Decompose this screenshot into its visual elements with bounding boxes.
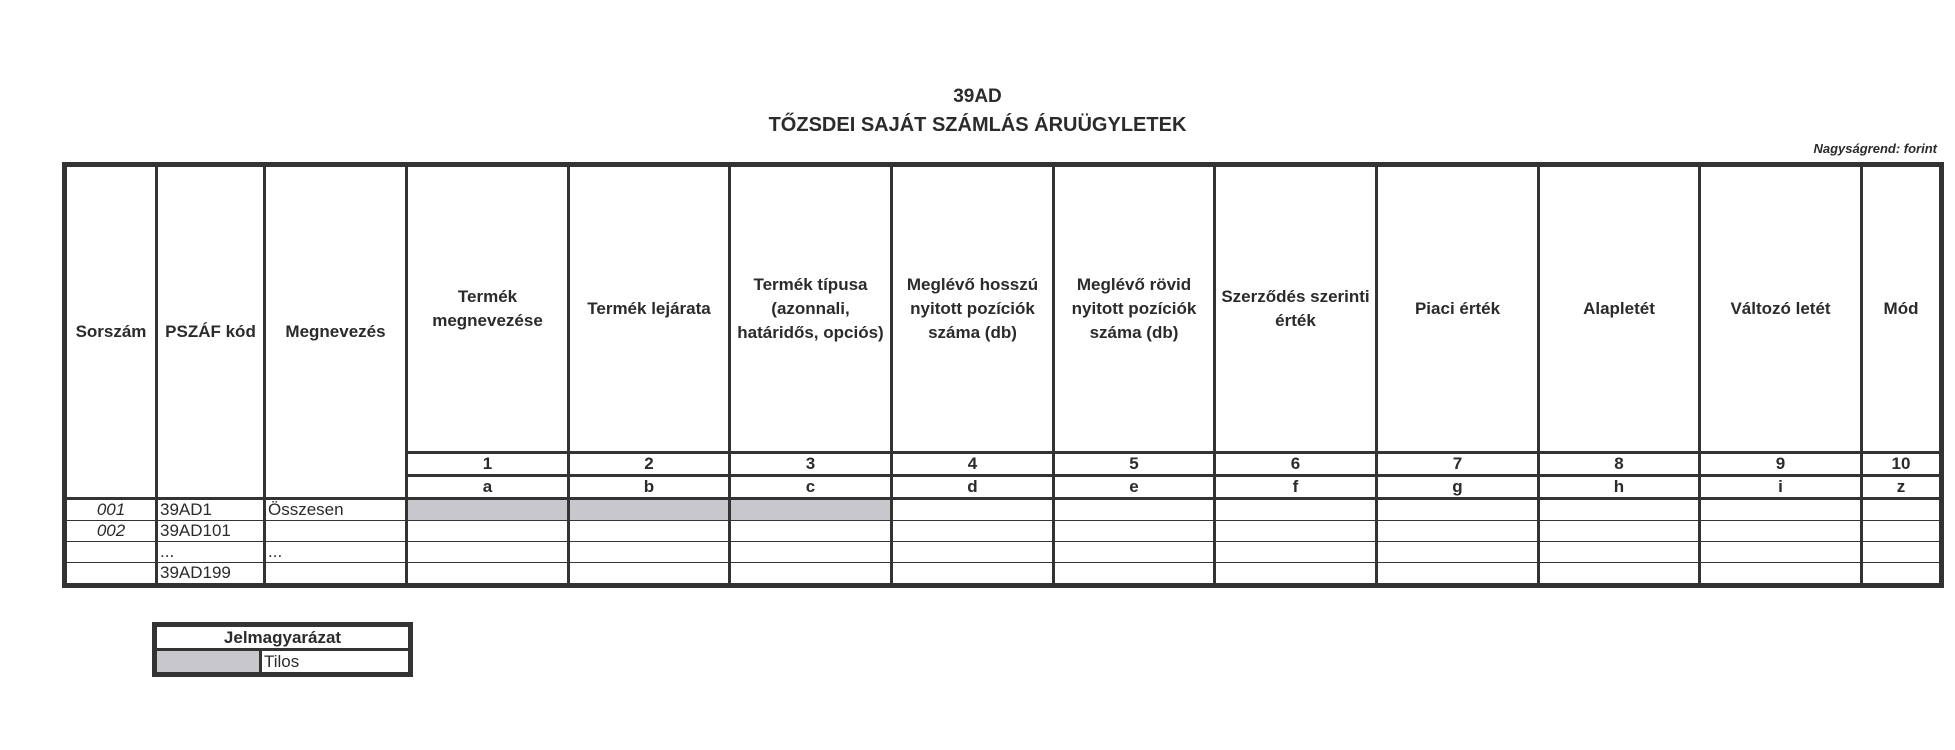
legend-swatch (155, 650, 261, 675)
data-cell[interactable] (1377, 542, 1539, 563)
unit-note: Nagyságrend: forint (1813, 141, 1937, 156)
row-megnevezes (265, 563, 407, 586)
row-kod: ... (157, 542, 265, 563)
header-col-5: Meglévő rövid nyitott pozíciók száma (db) (1054, 165, 1215, 453)
data-cell[interactable] (1539, 563, 1700, 586)
data-cell[interactable] (1700, 563, 1862, 586)
header-pszaf-kod: PSZÁF kód (157, 165, 265, 499)
col-number: 4 (892, 453, 1054, 476)
row-kod: 39AD199 (157, 563, 265, 586)
table-row (65, 521, 1942, 542)
col-letter: d (892, 476, 1054, 499)
report-title: TŐZSDEI SAJÁT SZÁMLÁS ÁRUÜGYLETEK (768, 114, 1187, 136)
data-cell[interactable] (730, 563, 892, 586)
table-row (65, 563, 1942, 586)
data-cell[interactable] (1862, 499, 1942, 521)
data-cell[interactable] (407, 521, 569, 542)
data-cell[interactable] (1862, 542, 1942, 563)
row-megnevezes: Összesen (265, 499, 407, 521)
row-kod: 39AD101 (157, 521, 265, 542)
header-col-8: Alapletét (1539, 165, 1700, 453)
header-col-3: Termék típusa (azonnali, határidős, opciós) (730, 165, 892, 453)
data-cell[interactable] (1377, 563, 1539, 586)
col-letter: f (1215, 476, 1377, 499)
data-cell[interactable] (730, 521, 892, 542)
data-cell[interactable] (1539, 499, 1700, 521)
legend-title: Jelmagyarázat (155, 625, 411, 650)
header-col-6: Szerződés szerinti érték (1215, 165, 1377, 453)
data-cell[interactable] (1054, 521, 1215, 542)
row-kod: 39AD1 (157, 499, 265, 521)
header-col-7: Piaci érték (1377, 165, 1539, 453)
data-cell[interactable] (1539, 521, 1700, 542)
table-row (65, 499, 1942, 521)
row-sorszam (65, 563, 157, 586)
col-number: 5 (1054, 453, 1215, 476)
data-cell[interactable] (1700, 521, 1862, 542)
cell-forbidden (407, 499, 569, 521)
col-letter: z (1862, 476, 1942, 499)
col-letter: c (730, 476, 892, 499)
col-number: 2 (569, 453, 730, 476)
col-letter: g (1377, 476, 1539, 499)
data-cell[interactable] (1377, 499, 1539, 521)
data-cell[interactable] (892, 499, 1054, 521)
col-number: 6 (1215, 453, 1377, 476)
row-sorszam: 001 (65, 499, 157, 521)
header-col-9: Változó letét (1700, 165, 1862, 453)
col-letter: i (1700, 476, 1862, 499)
cell-forbidden (730, 499, 892, 521)
data-cell[interactable] (892, 521, 1054, 542)
header-col-10: Mód (1862, 165, 1942, 453)
row-megnevezes: ... (265, 542, 407, 563)
col-letter: a (407, 476, 569, 499)
report-code: 39AD (953, 86, 1002, 107)
data-cell[interactable] (569, 563, 730, 586)
col-letter: h (1539, 476, 1700, 499)
data-cell[interactable] (407, 542, 569, 563)
data-cell[interactable] (1215, 563, 1377, 586)
col-number: 7 (1377, 453, 1539, 476)
legend (152, 622, 413, 677)
data-cell[interactable] (407, 563, 569, 586)
header-col-1: Termék megnevezése (407, 165, 569, 453)
data-cell[interactable] (1700, 542, 1862, 563)
header-sorszam: Sorszám (65, 165, 157, 499)
data-cell[interactable] (569, 542, 730, 563)
data-cell[interactable] (1215, 521, 1377, 542)
data-cell[interactable] (1054, 542, 1215, 563)
col-number: 1 (407, 453, 569, 476)
data-cell[interactable] (1054, 499, 1215, 521)
data-cell[interactable] (1054, 563, 1215, 586)
cell-forbidden (569, 499, 730, 521)
col-number: 10 (1862, 453, 1942, 476)
data-cell[interactable] (1215, 542, 1377, 563)
legend-item-label: Tilos (261, 650, 411, 675)
table-row (65, 542, 1942, 563)
data-cell[interactable] (1862, 563, 1942, 586)
row-sorszam: 002 (65, 521, 157, 542)
col-letter: b (569, 476, 730, 499)
header-col-2: Termék lejárata (569, 165, 730, 453)
data-cell[interactable] (1700, 499, 1862, 521)
data-cell[interactable] (892, 542, 1054, 563)
col-letter: e (1054, 476, 1215, 499)
header-col-4: Meglévő hosszú nyitott pozíciók száma (db) (892, 165, 1054, 453)
data-cell[interactable] (569, 521, 730, 542)
col-number: 9 (1700, 453, 1862, 476)
row-sorszam (65, 542, 157, 563)
data-cell[interactable] (892, 563, 1054, 586)
data-cell[interactable] (1539, 542, 1700, 563)
report-table (62, 162, 1944, 588)
col-number: 3 (730, 453, 892, 476)
header-megnevezes: Megnevezés (265, 165, 407, 499)
data-cell[interactable] (1377, 521, 1539, 542)
row-megnevezes (265, 521, 407, 542)
data-cell[interactable] (1862, 521, 1942, 542)
col-number: 8 (1539, 453, 1700, 476)
data-cell[interactable] (1215, 499, 1377, 521)
data-cell[interactable] (730, 542, 892, 563)
